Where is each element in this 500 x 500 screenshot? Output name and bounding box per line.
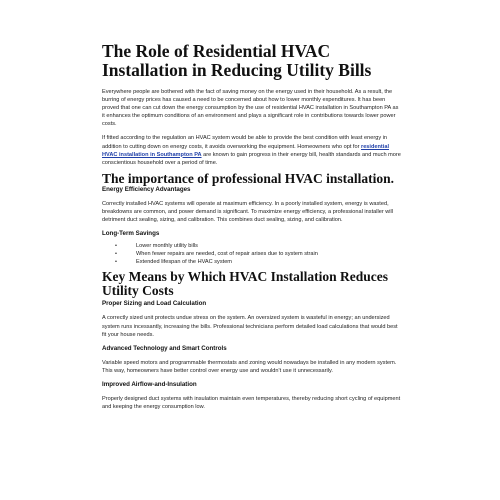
energy-efficiency-paragraph: Correctly installed HVAC systems will operate at maximum efficiency. In a poorly installed system, energy is wasted, breakdowns are common, and power demand is significant. To maximize energy efficiency, a professional installer will detriment duct sealing, sizing, and calibration. This combines duct sealing, sizing, and calibration. [102,200,394,224]
intro-paragraph-2 [102,134,402,166]
subheading-energy-efficiency: Energy Efficiency Advantages [102,185,191,193]
list-item-text: When fewer repairs are needed, cost of repair arises due to system strain [136,251,318,258]
list-item [102,250,402,258]
list-item [102,258,402,266]
hvac-installation-link[interactable]: residential HVAC installation in Southampton PA [102,143,389,158]
bullet-icon: • [115,251,117,258]
list-item [102,242,402,250]
subheading-airflow: Improved Airflow-and-Insulation [102,380,197,388]
subheading-technology: Advanced Technology and Smart Controls [102,344,227,352]
bullet-icon: • [115,243,117,250]
airflow-paragraph: Properly designed duct systems with insulation maintain even temperatures, thereby reducing short cycling of equipment and keeping the energy consumption low. [102,395,401,410]
list-item-text: Lower monthly utility bills [136,243,198,250]
subheading-sizing: Proper Sizing and Load Calculation [102,300,207,308]
intro-paragraph-2-end: are known to gain progress in their energy bill, health standards and much more conscientious household over a period of time. [102,151,401,166]
section-heading-key-means: Key Means by Which HVAC Installation Reduces Utility Costs [102,269,389,299]
intro-paragraph-2-start: If fitted according to the regulation an HVAC system would be able to provide the best condition with least energy in addition to cutting down on energy costs, it avoids overworking the equipment. Homeowners who opt for [102,135,388,150]
technology-paragraph: Variable speed motors and programmable thermostats and zoning would nowadays be installed in any modern system. This way, homeowners have better control over energy use and wouldn't use it unnecessarily. [102,359,397,374]
section-heading-importance: The importance of professional HVAC installation. [102,170,395,186]
intro-paragraph-1: Everywhere people are bothered with the fact of saving money on the energy used in their household. As a result, the burring of energy prices has caused a need to be concerned about how to lower monthly expenditures. It has been proved that one can cut down the energy consumption by the use of residential HVAC installation in Southampton PA as it enhances the optimum conditions of an environment and plays a significant role in contributions towards lower power costs. [102,89,399,128]
sizing-paragraph: A correctly sized unit protects undue stress on the system. An oversized system is wasteful in energy; an undersized system runs incessantly, increasing the bills. Professional technicians perform detailed load calculations that would best fit your house needs. [102,315,398,338]
subheading-long-term-savings: Long-Term Savings [102,230,160,238]
bullet-icon: • [115,259,117,266]
list-item-text: Extended lifespan of the HVAC system [136,259,232,266]
page-title: The Role of Residential HVAC Installation in Reducing Utility Bills [102,41,372,80]
savings-list [102,242,402,266]
document-page [102,42,402,417]
